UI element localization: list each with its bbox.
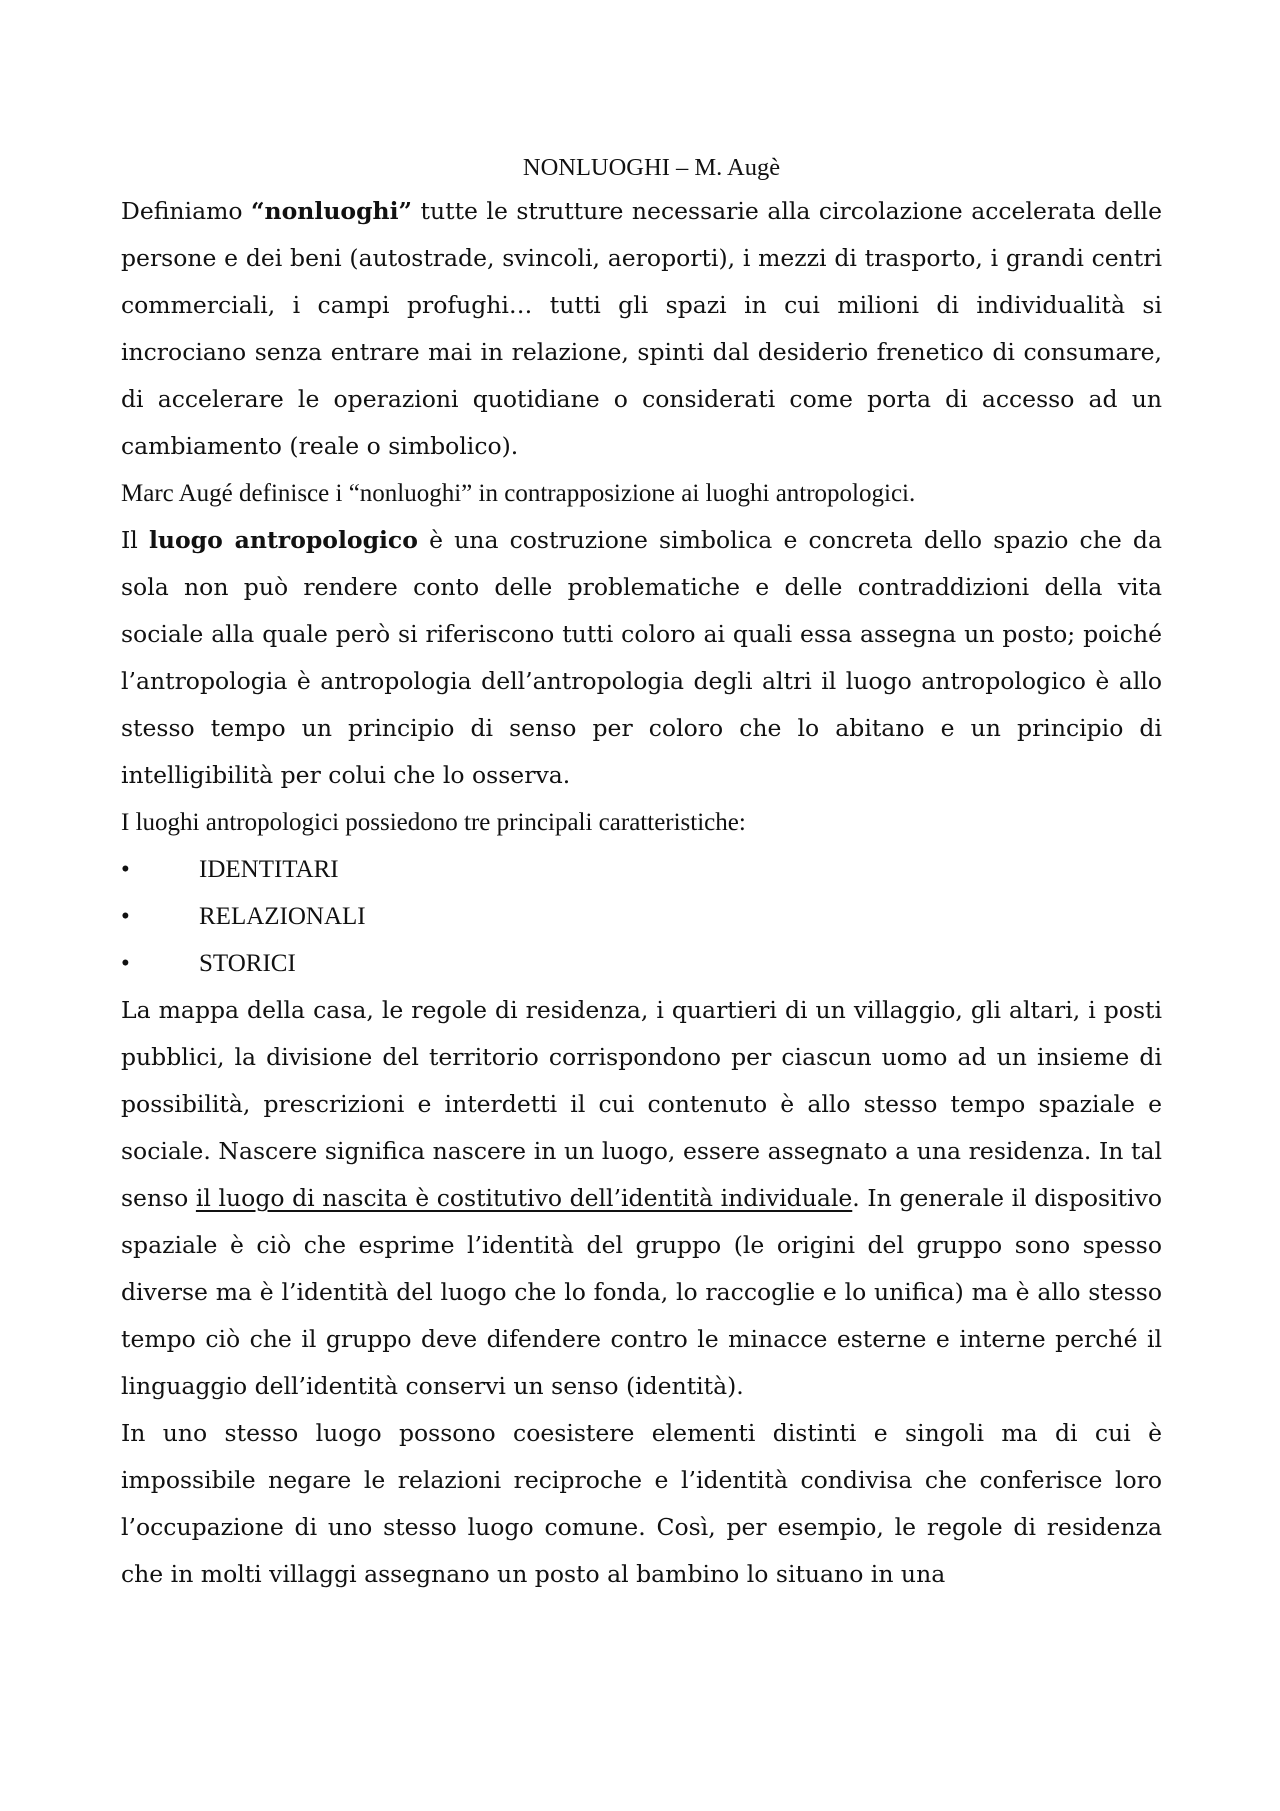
characteristics-list <box>121 846 1162 987</box>
bullet-icon: • <box>121 903 130 930</box>
list-item <box>121 893 1162 940</box>
paragraph-text: tutte le strutture necessarie alla circolazione accelerata delle persone e dei beni (autostrade, svincoli, aeroporti), i mezzi di trasporto, i grandi centri commerciali, i campi profughi… tutti gli spazi in cui milioni di individualità si incrociano senza entrare mai in relazione, spinti dal desiderio frenetico di consumare, di accelerare le operazioni quotidiane o considerati come porta di accesso ad un cambiamento (reale o simbolico). <box>121 197 1162 460</box>
list-item-label: RELAZIONALI <box>199 903 366 930</box>
bold-term-nonluoghi: “nonluoghi” <box>251 197 413 225</box>
paragraph-characteristics-intro: I luoghi antropologici possiedono tre principali caratteristiche: <box>121 809 746 836</box>
list-item-label: IDENTITARI <box>199 856 339 883</box>
paragraph-nonluoghi-definition <box>121 188 1162 470</box>
bullet-icon: • <box>121 856 130 883</box>
underlined-phrase: il luogo di nascita è costitutivo dell’identità individuale <box>195 1184 853 1212</box>
paragraph-mappa-della-casa <box>121 987 1162 1410</box>
bold-term-luogo-antropologico: luogo antropologico <box>148 526 418 554</box>
list-item <box>121 846 1162 893</box>
paragraph-text: . In generale il dispositivo spaziale è ciò che esprime l’identità del gruppo (le origini del gruppo sono spesso diverse ma è l’identità del luogo che lo fonda, lo raccoglie e lo unifica) ma è allo stesso tempo ciò che il gruppo deve difendere contro le minacce esterne e interne perché il linguaggio dell’identità conservi un senso (identità). <box>121 1184 1162 1400</box>
paragraph-text: è una costruzione simbolica e concreta dello spazio che da sola non può rendere conto delle problematiche e delle contraddizioni della vita sociale alla quale però si riferiscono tutti coloro ai quali essa assegna un posto; poiché l’antropologia è antropologia dell’antropologia degli altri il luogo antropologico è allo stesso tempo un principio di senso per coloro che lo abitano e un principio di intelligibilità per colui che lo osserva. <box>121 526 1162 789</box>
paragraph-text: Definiamo <box>121 197 252 225</box>
paragraph-text: Il <box>121 526 149 554</box>
list-item <box>121 940 1162 987</box>
paragraph-text: La mappa della casa, le regole di residenza, i quartieri di un villaggio, gli altari, i posti pubblici, la divisione del territorio corrispondono per ciascun uomo ad un insieme di possibilità, prescrizioni e interdetti il cui contenuto è allo stesso tempo spaziale e sociale. Nascere significa nascere in un luogo, essere assegnato a una residenza. In tal senso <box>121 996 1162 1212</box>
bullet-icon: • <box>121 950 130 977</box>
paragraph-stesso-luogo: In uno stesso luogo possono coesistere elementi distinti e singoli ma di cui è impossibile negare le relazioni reciproche e l’identità condivisa che conferisce loro l’occupazione di uno stesso luogo comune. Così, per esempio, le regole di residenza che in molti villaggi assegnano un posto al bambino lo situano in una <box>121 1419 1162 1588</box>
paragraph-auge-definition: Marc Augé definisce i “nonluoghi” in contrapposizione ai luoghi antropologici. <box>121 480 916 507</box>
document-body <box>121 148 1162 1598</box>
paragraph-luogo-antropologico <box>121 517 1162 799</box>
list-item-label: STORICI <box>199 950 296 977</box>
page-title: NONLUOGHI – M. Augè <box>522 154 781 181</box>
